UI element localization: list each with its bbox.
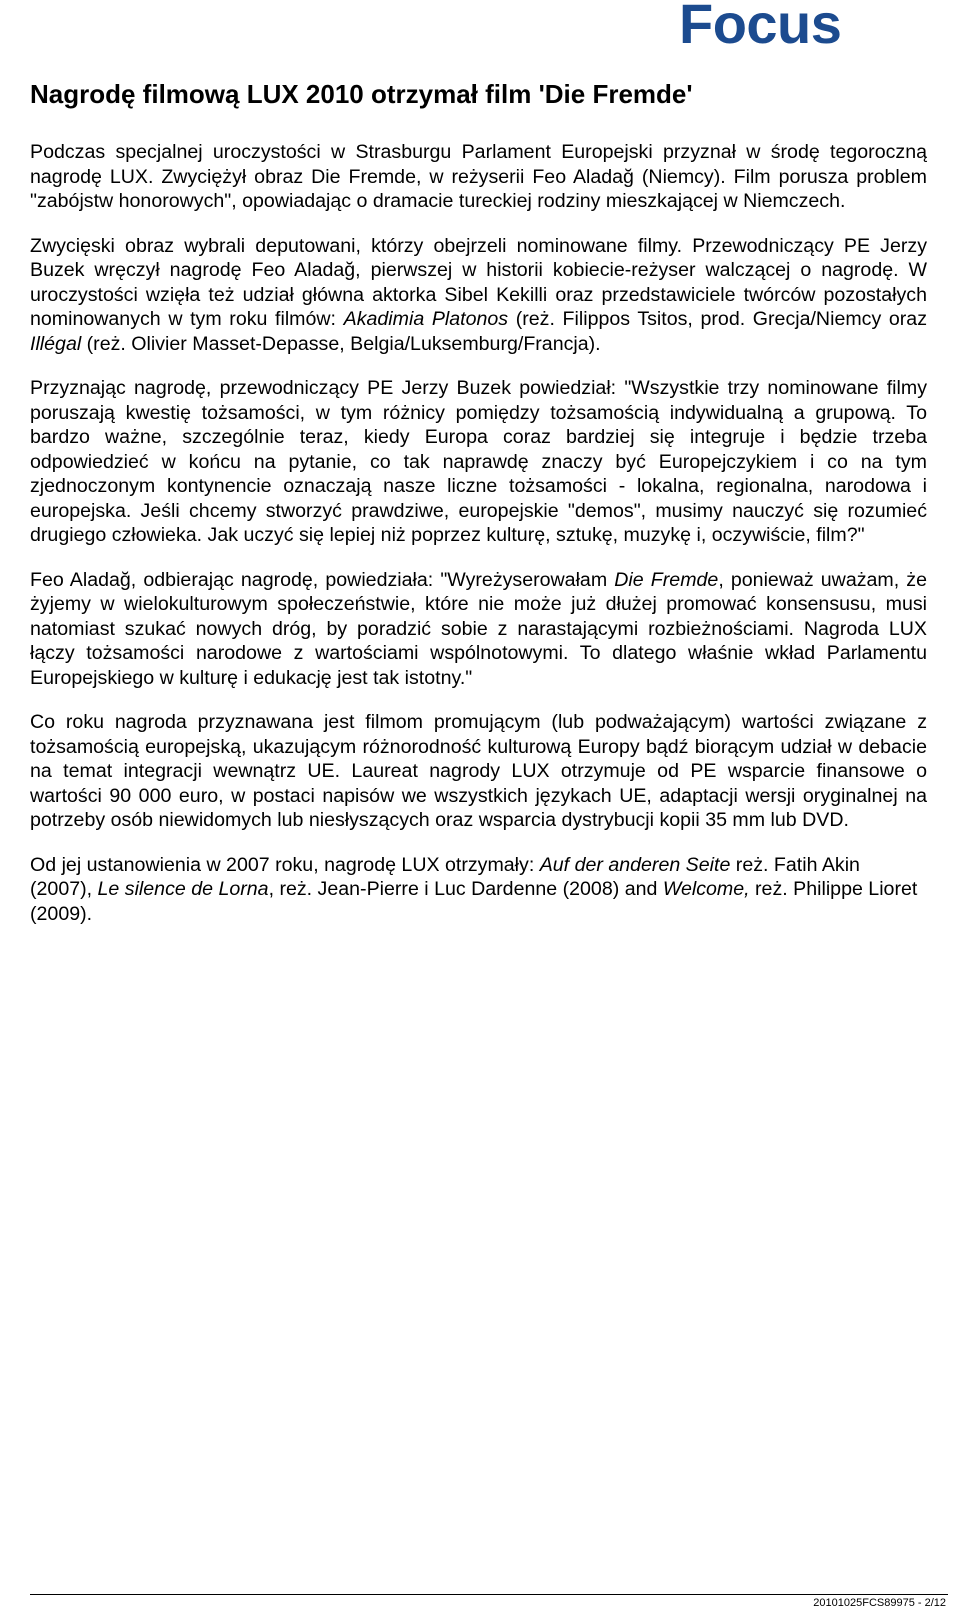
film-title: Welcome, [662,878,750,900]
paragraph-text: , reż. Jean-Pierre i Luc Dardenne (2008) and [268,878,663,900]
paragraph-text: (reż. Olivier Masset-Depasse, Belgia/Luksemburg/Francja). [81,332,601,355]
paragraph-text: Feo Aladağ, odbierając nagrodę, powiedziała: "Wyreżyserowałam [30,568,615,591]
film-title: Akadimia Platonos [343,308,509,330]
paragraph-text: Od jej ustanowienia w 2007 roku, nagrodę LUX otrzymały: [30,853,540,876]
film-title: Die Fremde [614,568,719,591]
article-body [30,140,927,946]
paragraph-text: reż. Fatih Akin (2007), [30,853,860,900]
film-title: Le silence de Lorna [97,878,269,900]
paragraph-aladag-quote [30,568,927,691]
paragraph-text: reż. Philippe Lioret (2009). [30,878,918,925]
film-title: Auf der anderen Seite [539,853,731,876]
paragraph-text: , ponieważ uważam, że żyjemy w wielokulturowym społeczeństwie, które nie może już dłużej promować konsensusu, musi natomiast szukać nowych dróg, by poradzić sobie z narastającymi rozbieżnościami. Nagroda LUX łączy tożsamości narodowe z wartościami wspólnotowymi. To dlatego właśnie wkład Parlamentu Europejskiego w kulturę i edukację jest tak istotny." [30,568,927,689]
document-reference: 20101025FCS89975 - 2/12 [813,1597,946,1609]
paragraph-intro: Podczas specjalnej uroczystości w Strasburgu Parlament Europejski przyznał w środę tegoroczną nagrodę LUX. Zwyciężył obraz Die Fremde, w reżyserii Feo Aladağ (Niemcy). Film porusza problem "zabójstw honorowych", opowiadając o dramacie tureckiej rodziny mieszkającej w Niemczech. [30,141,927,212]
paragraph-text: Zwycięski obraz wybrali deputowani, którzy obejrzeli nominowane filmy. Przewodniczący PE Jerzy Buzek wręczył nagrodę Feo Aladağ, pierwszej w historii kobiecie-reżyser walczącej o nagrodę. W uroczystości wzięła też udział główna aktorka Sibel Kekilli oraz przedstawiciele twórców pozostałych nominowanych w tym roku filmów: [30,234,927,330]
paragraph-jury [30,234,927,357]
publication-logo: Focus [679,0,842,55]
footer-divider [30,1594,948,1595]
film-title: Illégal [30,332,82,355]
article-title: Nagrodę filmową LUX 2010 otrzymał film 'Die Fremde' [30,79,693,109]
paragraph-buzek-quote: Przyznając nagrodę, przewodniczący PE Jerzy Buzek powiedział: "Wszystkie trzy nominowane filmy poruszają kwestię tożsamości, w tym różnicy pomiędzy tożsamością indywidualną a grupową. To bardzo ważne, szczególnie teraz, kiedy Europa coraz bardziej się integruje i będzie trzeba odpowiedzieć w końcu na pytanie, co tak naprawdę znaczy być Europejczykiem i co na tym zjednoczonym kontynencie oznaczają nasze liczne tożsamości - lokalna, regionalna, narodowa i europejska. Jeśli chcemy stworzyć prawdziwe, europejskie "demos", musimy nauczyć się rozumieć drugiego człowieka. Jak uczyć się lepiej niż poprzez kulturę, sztukę, muzykę i, oczywiście, film?" [30,377,927,546]
paragraph-past-winners [30,853,927,927]
paragraph-text: (reż. Filippos Tsitos, prod. Grecja/Niemcy oraz [508,308,927,330]
paragraph-prize-info: Co roku nagroda przyznawana jest filmom promującym (lub podważającym) wartości związane z tożsamością europejską, ukazującym różnorodność kulturową Europy bądź biorącym udział w debacie na temat integracji wewnątrz UE. Laureat nagrody LUX otrzymuje od PE wsparcie finansowe o wartości 90 000 euro, w postaci napisów we wszystkich językach UE, adaptacji wersji oryginalnej na potrzeby osób niewidomych lub niesłyszących oraz wsparcia dystrybucji kopii 35 mm lub DVD. [30,711,927,831]
